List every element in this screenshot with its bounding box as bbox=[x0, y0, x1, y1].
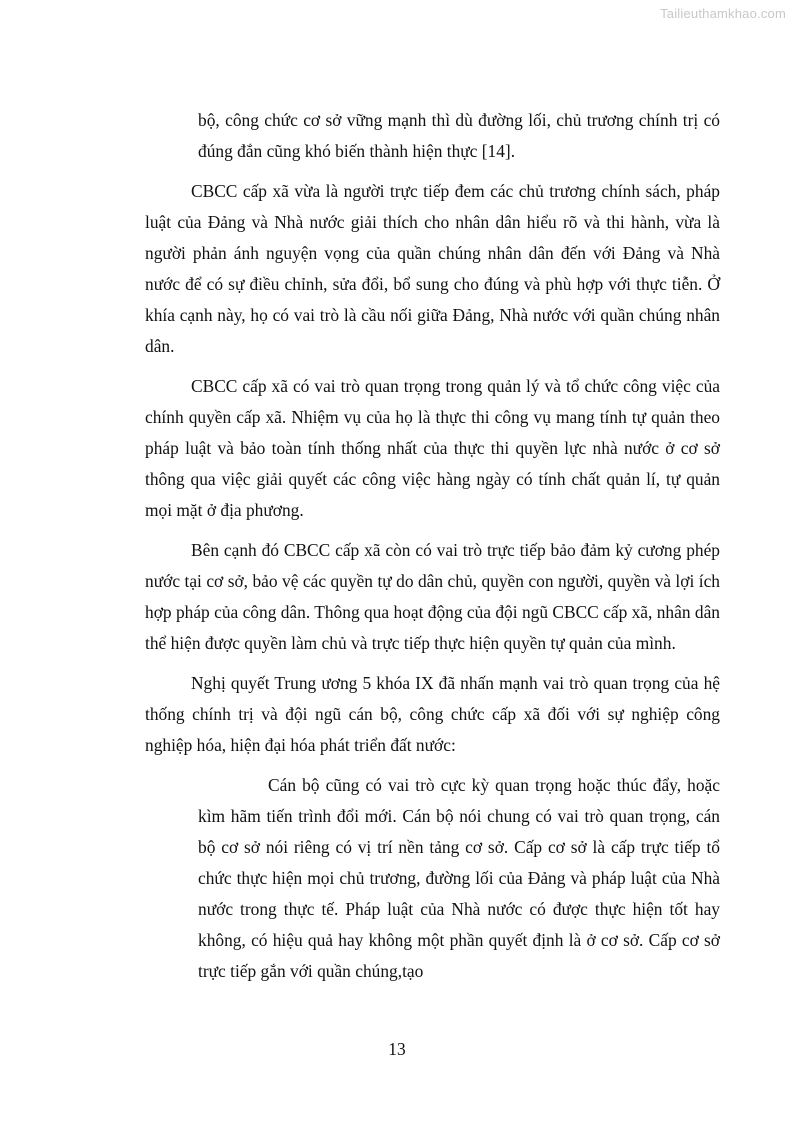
watermark: Tailieuthamkhao.com bbox=[660, 6, 786, 21]
paragraph-cbcc-role-discipline: Bên cạnh đó CBCC cấp xã còn có vai trò trực tiếp bảo đảm kỷ cương phép nước tại cơ sở, bảo vệ các quyền tự do dân chủ, quyền con người, quyền và lợi ích hợp pháp của công dân. Thông qua hoạt động của đội ngũ CBCC cấp xã, nhân dân thể hiện được quyền làm chủ và trực tiếp thực hiện quyền tự quản của mình. bbox=[145, 540, 720, 653]
paragraph-cbcc-role-management: CBCC cấp xã có vai trò quan trọng trong quản lý và tổ chức công việc của chính quyền cấp xã. Nhiệm vụ của họ là thực thi công vụ mang tính tự quản theo pháp luật và bảo toàn tính thống nhất của thực thi quyền lực nhà nước ở cơ sở thông qua việc giải quyết các công việc hàng ngày có tính chất quản lí, tự quản mọi mặt ở địa phương. bbox=[145, 376, 720, 520]
block-quote: Cán bộ cũng có vai trò cực kỳ quan trọng hoặc thúc đẩy, hoặc kìm hãm tiến trình đổi mới. Cán bộ nói chung có vai trò quan trọng, cán bộ cơ sở nói riêng có vị trí nền tảng cơ sở. Cấp cơ sở là cấp trực tiếp tổ chức thực hiện mọi chủ trương, đường lối của Đảng và pháp luật của Nhà nước trong thực tế. Pháp luật của Nhà nước có được thực hiện tốt hay không, có hiệu quả hay không một phần quyết định là ở cơ sở. Cấp cơ sở trực tiếp gắn với quần chúng,tạo bbox=[198, 775, 720, 981]
page-number: 13 bbox=[388, 1039, 406, 1059]
quote-continuation: bộ, công chức cơ sở vững mạnh thì dù đường lối, chủ trương chính trị có đúng đắn cũng khó biến thành hiện thực [14]. bbox=[198, 110, 720, 161]
paragraph-cbcc-role-bridge: CBCC cấp xã vừa là người trực tiếp đem các chủ trương chính sách, pháp luật của Đảng và Nhà nước giải thích cho nhân dân hiểu rõ và thi hành, vừa là người phản ánh nguyện vọng của quần chúng nhân dân đến với Đảng và Nhà nước để có sự điều chỉnh, sửa đổi, bổ sung cho đúng và phù hợp với thực tiễn. Ở khía cạnh này, họ có vai trò là cầu nối giữa Đảng, Nhà nước với quần chúng nhân dân. bbox=[145, 181, 720, 356]
page-body bbox=[145, 105, 720, 987]
paragraph-resolution-intro: Nghị quyết Trung ương 5 khóa IX đã nhấn mạnh vai trò quan trọng của hệ thống chính trị và đội ngũ cán bộ, công chức cấp xã đối với sự nghiệp công nghiệp hóa, hiện đại hóa phát triển đất nước: bbox=[145, 673, 720, 755]
